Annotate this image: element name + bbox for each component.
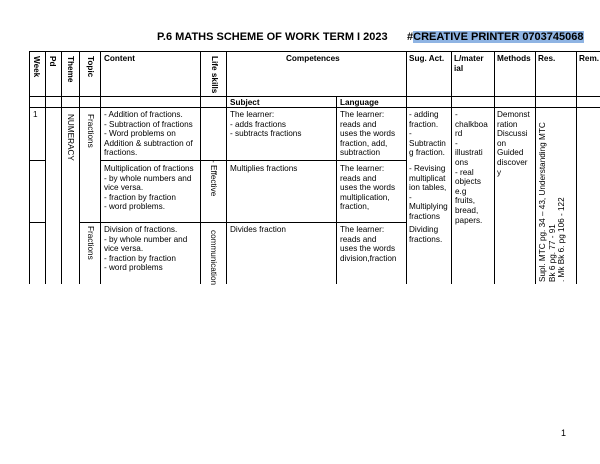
content-cell-2: Multiplication of fractions - by whole numbers and vice versa. - fraction by fraction - word problems. [104, 164, 194, 212]
language-cell-3: The learner: reads and uses the words division,fraction [340, 225, 397, 263]
header-res: Res. [538, 54, 556, 63]
subject-cell-1: The learner: - adds fractions - subtracts fractions [230, 110, 302, 139]
lmaterial-cell: - chalkboa rd - illustrati ons - real objects e.g fruits, bread, papers. [455, 110, 488, 225]
resources-cell: Supl. MTC pg. 34 – 43, Understanding MTC Bk 6 pg. 77 - 91 . Mk Bk 6. pg 106 - 122 [538, 122, 567, 282]
header-lmaterial: L/mater ial [454, 54, 484, 73]
header-sug-act: Sug. Act. [409, 54, 445, 63]
col-line-6 [226, 51, 227, 284]
col-line-2 [61, 51, 62, 284]
theme-value: NUMERACY [66, 114, 75, 161]
sug-act-cell-3: Dividing fractions. [409, 225, 443, 244]
printer-tag [407, 31, 584, 43]
col-line-3 [79, 51, 80, 284]
row-divider-1 [101, 160, 406, 161]
subject-cell-2: Multiplies fractions [230, 164, 298, 173]
content-cell-1: - Addition of fractions. - Subtraction of fractions - Word problems on Addition & subtraction of fractions. [104, 110, 193, 158]
header-subject: Subject [230, 98, 260, 107]
sug-act-cell-1: - adding fraction. - Subtractin g fraction. [409, 110, 446, 158]
col-line-4 [100, 51, 101, 284]
col-line-12 [576, 51, 577, 284]
week-number: 1 [33, 110, 38, 119]
header-theme: Theme [66, 56, 75, 83]
header-methods: Methods [497, 54, 531, 63]
life-skill-1: - Effective [209, 160, 218, 197]
col-line-10 [494, 51, 495, 284]
col-line-7 [336, 96, 337, 284]
row-divider-2 [79, 222, 406, 223]
subject-cell-3: Divides fraction [230, 225, 286, 234]
col-line-11 [535, 51, 536, 284]
language-cell-2: The learner: reads and uses the words multiplication, fraction, [340, 164, 396, 212]
content-cell-3: Division of fractions. - by whole number and vice versa. - fraction by fraction - word problems [104, 225, 188, 273]
topic-value-2: Fractions [86, 226, 95, 260]
header-pd: Pd [48, 56, 57, 67]
col-line-0 [29, 51, 30, 284]
header-competences: Competences [286, 54, 340, 63]
tag-highlight: CREATIVE PRINTER 0703745068 [413, 31, 584, 43]
col-line-8 [406, 51, 407, 284]
page-number: 1 [561, 428, 567, 438]
topic-value-1: Fractions [86, 114, 95, 148]
col-line-1 [45, 51, 46, 284]
header-week: Week [32, 56, 41, 78]
page-title: P.6 MATHS SCHEME OF WORK TERM I 2023 [157, 31, 388, 43]
header-topic: Topic [86, 56, 95, 78]
col-line-9 [451, 51, 452, 284]
tag-hash: # [407, 31, 414, 43]
sug-act-cell-2: - Revising multiplicat ion tables, - Multiplying fractions [409, 164, 448, 221]
header-language: Language [340, 98, 379, 107]
header-rem: Rem. [579, 54, 600, 63]
header-content: Content [104, 54, 135, 63]
language-cell-1: The learner: reads and uses the words fraction, add, subtraction [340, 110, 396, 158]
table-top-border [29, 51, 600, 52]
col-line-5 [200, 51, 201, 284]
methods-cell: Demonst ration Discussi on Guided discover y [497, 110, 530, 177]
header-divider [29, 96, 600, 97]
week-divider-1 [29, 160, 45, 161]
life-skill-2: communication [209, 230, 218, 286]
header-life-skills: Life skills [210, 56, 219, 94]
week-divider-2 [29, 222, 45, 223]
subheader-divider [29, 107, 600, 108]
